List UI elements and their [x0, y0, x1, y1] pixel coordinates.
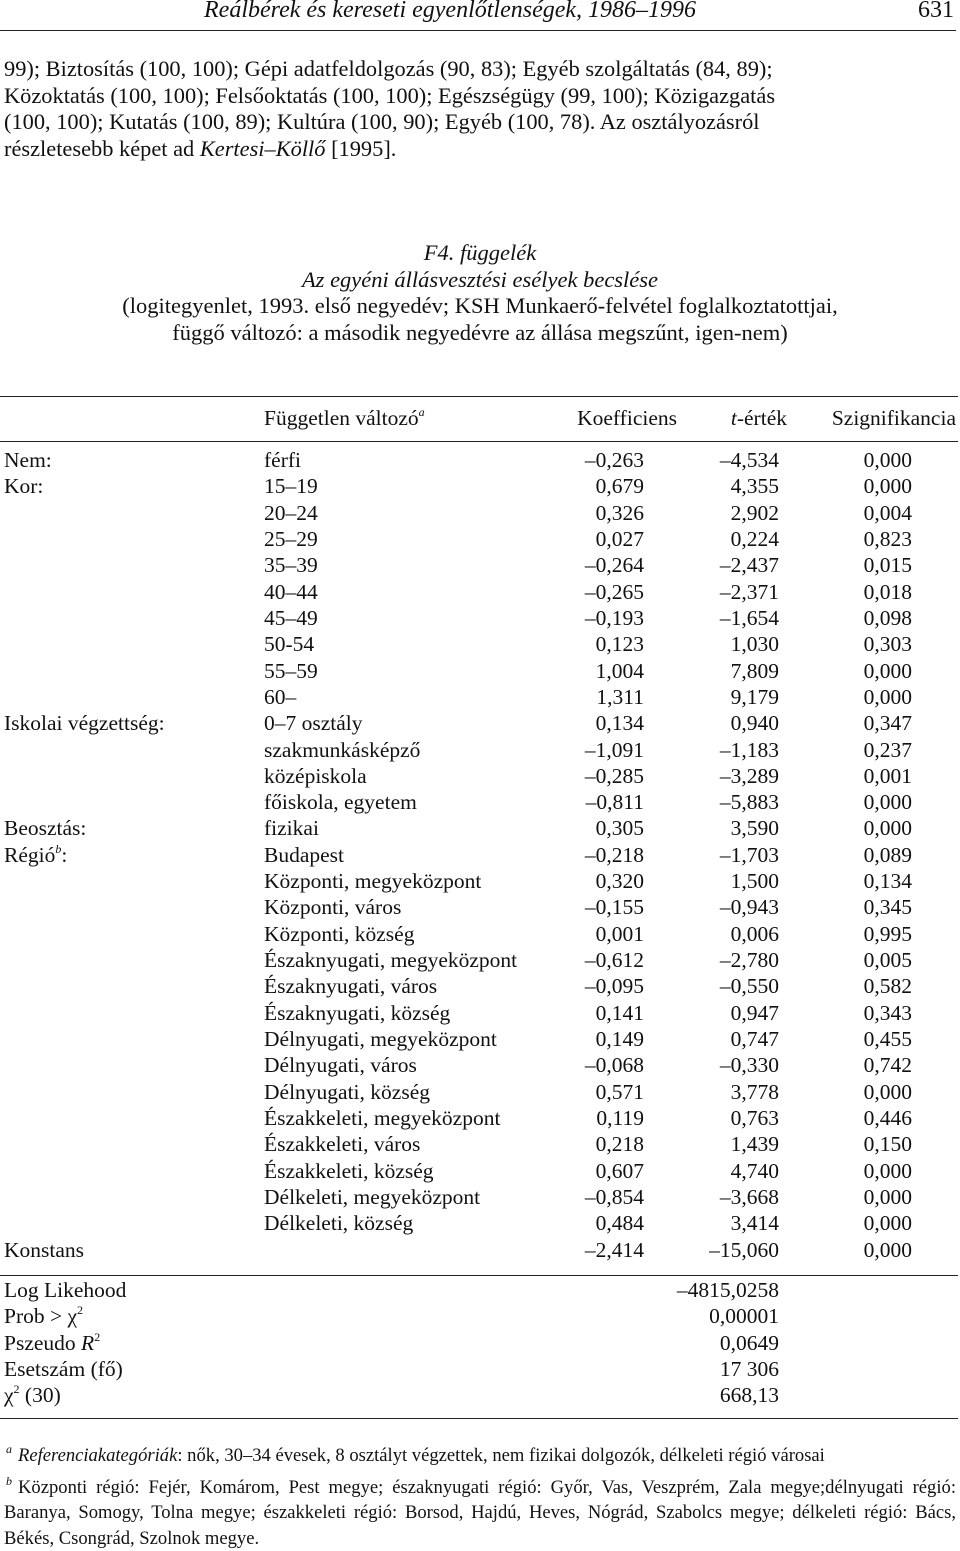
row-variable: Délkeleti, község [264, 1211, 413, 1236]
row-coefficient: 0,149 [596, 1027, 644, 1052]
row-coefficient: 0,607 [596, 1159, 644, 1184]
row-coefficient: 0,141 [596, 1001, 644, 1026]
row-variable: Központi, megyeközpont [264, 869, 481, 894]
table-caption [0, 240, 960, 346]
row-variable: szakmunkásképző [264, 738, 420, 763]
row-significance: 0,995 [864, 922, 912, 947]
row-t-value: 0,747 [731, 1027, 779, 1052]
table-row [0, 1185, 960, 1211]
row-coefficient: 0,027 [596, 527, 644, 552]
intro-line: 99); Biztosítás (100, 100); Gépi adatfeldolgozás (90, 83); Egyéb szolgáltatás (84, 89); [4, 56, 956, 83]
table-row [0, 501, 960, 527]
row-coefficient: 0,119 [596, 1106, 644, 1131]
row-significance: 0,582 [864, 974, 912, 999]
table-row [0, 1027, 960, 1053]
row-coefficient: 0,218 [596, 1132, 644, 1157]
column-header-significance: Szignifikancia [832, 406, 956, 431]
stat-value: 0,0649 [720, 1331, 779, 1356]
row-variable: Északkeleti, község [264, 1159, 434, 1184]
row-variable: Budapest [264, 843, 344, 868]
row-coefficient: –1,091 [585, 738, 644, 763]
row-coefficient: –0,854 [585, 1185, 644, 1210]
stat-row [0, 1357, 960, 1383]
table-title: Az egyéni állásvesztési esélyek becslése [0, 267, 960, 294]
row-variable: 60– [264, 685, 296, 710]
row-variable: 25–29 [264, 527, 318, 552]
row-significance: 0,446 [864, 1106, 912, 1131]
row-t-value: 2,902 [731, 501, 779, 526]
stat-value: 17 306 [720, 1357, 779, 1382]
row-variable: 0–7 osztály [264, 711, 363, 736]
row-coefficient: –0,264 [585, 553, 644, 578]
row-coefficient: –0,263 [585, 448, 644, 473]
row-variable: Központi, város [264, 895, 401, 920]
table-row [0, 1053, 960, 1079]
row-coefficient: –0,155 [585, 895, 644, 920]
table-row [0, 895, 960, 921]
row-t-value: –2,437 [720, 553, 779, 578]
row-t-value: 3,414 [731, 1211, 779, 1236]
row-significance: 0,001 [864, 764, 912, 789]
footnotes [4, 1437, 956, 1551]
stat-value: 668,13 [720, 1383, 779, 1408]
row-significance: 0,823 [864, 527, 912, 552]
row-t-value: –5,883 [720, 790, 779, 815]
row-t-value: –0,550 [720, 974, 779, 999]
row-significance: 0,000 [864, 1185, 912, 1210]
column-header-t-value: t-érték [731, 406, 787, 431]
row-coefficient: 0,326 [596, 501, 644, 526]
row-variable: Délnyugati, város [264, 1053, 417, 1078]
row-significance: 0,343 [864, 1001, 912, 1026]
row-significance: 0,005 [864, 948, 912, 973]
row-t-value: 0,224 [731, 527, 779, 552]
row-variable: férfi [264, 448, 301, 473]
table-row [0, 843, 960, 869]
row-coefficient: –2,414 [585, 1238, 644, 1263]
row-coefficient: –0,193 [585, 606, 644, 631]
footnote-b: $^b$ Központi régió: Fejér, Komárom, Pest megye; északnyugati régió: Győr, Vas, Veszprém, Zala megye;délnyugati régió: Baranya, Somogy, Tolna megye; északkeleti régió: Borsod, Hajdú, Heves, Nógrád, Szabolcs megye; délkeleti régió: Bács, Békés, Csongrád, Szolnok megye. [4, 1469, 956, 1551]
row-coefficient: 1,311 [596, 685, 644, 710]
stats-rule [0, 1275, 958, 1276]
row-t-value: 0,763 [731, 1106, 779, 1131]
table-row [0, 869, 960, 895]
row-t-value: –4,534 [720, 448, 779, 473]
stat-label: Esetszám (fő) [4, 1357, 123, 1382]
caption-line: függő változó: a második negyedévre az állása megszűnt, igen-nem) [0, 320, 960, 347]
row-significance: 0,455 [864, 1027, 912, 1052]
table-row [0, 790, 960, 816]
table-row [0, 1001, 960, 1027]
row-variable: Északnyugati, város [264, 974, 437, 999]
row-group-label: Iskolai végzettség: [4, 711, 165, 736]
table-row [0, 474, 960, 500]
author-citation: Kertesi–Köllő [200, 136, 326, 161]
stat-row [0, 1278, 960, 1304]
row-variable: Északkeleti, megyeközpont [264, 1106, 500, 1131]
running-title: Reálbérek és kereseti egyenlőtlenségek, 1986–1996 [204, 0, 696, 24]
row-coefficient: –0,095 [585, 974, 644, 999]
appendix-label: F4. függelék [0, 240, 960, 267]
table-row [0, 685, 960, 711]
row-variable: 50-54 [264, 632, 314, 657]
row-t-value: –3,668 [720, 1185, 779, 1210]
row-t-value: 3,590 [731, 816, 779, 841]
row-t-value: 1,030 [731, 632, 779, 657]
intro-line [4, 136, 956, 163]
row-t-value: 9,179 [731, 685, 779, 710]
row-coefficient: 0,123 [596, 632, 644, 657]
row-t-value: –15,060 [709, 1238, 779, 1263]
intro-text: [1995]. [325, 136, 396, 161]
row-t-value: 3,778 [731, 1080, 779, 1105]
row-coefficient: 0,571 [596, 1080, 644, 1105]
table-row [0, 1106, 960, 1132]
row-significance: 0,089 [864, 843, 912, 868]
table-row [0, 580, 960, 606]
row-t-value: –2,371 [720, 580, 779, 605]
stat-label: Prob > $\chi^2$ [4, 1304, 83, 1329]
row-significance: 0,018 [864, 580, 912, 605]
row-significance: 0,000 [864, 474, 912, 499]
row-significance: 0,303 [864, 632, 912, 657]
table-row [0, 764, 960, 790]
table-row [0, 738, 960, 764]
row-significance: 0,015 [864, 553, 912, 578]
row-t-value: 0,006 [731, 922, 779, 947]
table-row [0, 659, 960, 685]
column-header-coefficient: Koefficiens [577, 406, 677, 431]
row-significance: 0,004 [864, 501, 912, 526]
stat-label: $\chi^2$ (30) [4, 1383, 61, 1408]
stat-row [0, 1331, 960, 1357]
row-t-value: –2,780 [720, 948, 779, 973]
row-coefficient: 0,001 [596, 922, 644, 947]
row-coefficient: 0,305 [596, 816, 644, 841]
table-row [0, 1159, 960, 1185]
row-t-value: –0,943 [720, 895, 779, 920]
table-row [0, 527, 960, 553]
row-significance: 0,150 [864, 1132, 912, 1157]
row-coefficient: –0,811 [586, 790, 644, 815]
caption-line: (logitegyenlet, 1993. első negyedév; KSH Munkaerő-felvétel foglalkoztatottjai, [0, 293, 960, 320]
table-row [0, 711, 960, 737]
row-variable: Északkeleti, város [264, 1132, 420, 1157]
intro-text: részletesebb képet ad [4, 136, 200, 161]
row-significance: 0,000 [864, 659, 912, 684]
table-top-rule [0, 396, 958, 397]
row-significance: 0,000 [864, 790, 912, 815]
row-significance: 0,000 [864, 1238, 912, 1263]
row-variable: Délnyugati, megyeközpont [264, 1027, 497, 1052]
table-row [0, 816, 960, 842]
row-coefficient: 0,320 [596, 869, 644, 894]
stat-value: –4815,0258 [677, 1278, 779, 1303]
row-coefficient: 0,484 [596, 1211, 644, 1236]
row-variable: 35–39 [264, 553, 318, 578]
row-variable: Központi, község [264, 922, 414, 947]
row-significance: 0,345 [864, 895, 912, 920]
row-significance: 0,000 [864, 685, 912, 710]
table-row [0, 1080, 960, 1106]
row-group-label: Beosztás: [4, 816, 86, 841]
row-t-value: 7,809 [731, 659, 779, 684]
table-bottom-rule [0, 1418, 958, 1419]
row-group-label: Nem: [4, 448, 52, 473]
row-significance: 0,237 [864, 738, 912, 763]
row-t-value: –1,703 [720, 843, 779, 868]
row-significance: 0,000 [864, 1211, 912, 1236]
table-row [0, 1132, 960, 1158]
table-row [0, 1238, 960, 1264]
table-row [0, 948, 960, 974]
row-significance: 0,000 [864, 1080, 912, 1105]
row-t-value: 1,500 [731, 869, 779, 894]
row-t-value: 1,439 [731, 1132, 779, 1157]
table-row [0, 448, 960, 474]
row-significance: 0,000 [864, 1159, 912, 1184]
row-variable: Északnyugati, község [264, 1001, 450, 1026]
intro-line: Közoktatás (100, 100); Felsőoktatás (100, 100); Egészségügy (99, 100); Közigazgatás [4, 83, 956, 110]
row-variable: 55–59 [264, 659, 318, 684]
row-significance: 0,347 [864, 711, 912, 736]
stat-value: 0,00001 [709, 1304, 779, 1329]
header-rule [0, 441, 958, 442]
table-row [0, 974, 960, 1000]
row-t-value: 4,355 [731, 474, 779, 499]
row-group-label: Konstans [4, 1238, 84, 1263]
row-variable: fizikai [264, 816, 319, 841]
row-significance: 0,098 [864, 606, 912, 631]
row-variable: 15–19 [264, 474, 318, 499]
row-significance: 0,134 [864, 869, 912, 894]
intro-paragraph [4, 56, 956, 162]
row-t-value: 0,940 [731, 711, 779, 736]
row-variable: 45–49 [264, 606, 318, 631]
footnote-a: $^a$ Referenciakategóriák: nők, 30–34 évesek, 8 osztályt végzettek, nem fizikai dolgozók, délkeleti régió városai [4, 1437, 956, 1469]
stat-row [0, 1304, 960, 1330]
row-t-value: –3,289 [720, 764, 779, 789]
stat-row [0, 1383, 960, 1409]
row-coefficient: –0,265 [585, 580, 644, 605]
row-group-label: Régió$^b$: [4, 843, 67, 868]
row-t-value: –0,330 [720, 1053, 779, 1078]
row-significance: 0,742 [864, 1053, 912, 1078]
stat-label: Log Likehood [4, 1278, 126, 1303]
row-coefficient: –0,285 [585, 764, 644, 789]
row-variable: Északnyugati, megyeközpont [264, 948, 517, 973]
row-coefficient: –0,612 [585, 948, 644, 973]
row-coefficient: –0,218 [585, 843, 644, 868]
row-significance: 0,000 [864, 448, 912, 473]
table-row [0, 632, 960, 658]
row-variable: 40–44 [264, 580, 318, 605]
row-variable: főiskola, egyetem [264, 790, 417, 815]
row-variable: Délkeleti, megyeközpont [264, 1185, 480, 1210]
row-variable: Délnyugati, község [264, 1080, 430, 1105]
table-row [0, 1211, 960, 1237]
row-variable: középiskola [264, 764, 367, 789]
row-coefficient: 0,679 [596, 474, 644, 499]
row-coefficient: 1,004 [596, 659, 644, 684]
row-group-label: Kor: [4, 474, 43, 499]
table-row [0, 553, 960, 579]
table-row [0, 606, 960, 632]
page-number: 631 [918, 0, 954, 24]
running-header [0, 0, 956, 31]
table-row [0, 922, 960, 948]
row-coefficient: 0,134 [596, 711, 644, 736]
intro-line: (100, 100); Kutatás (100, 89); Kultúra (100, 90); Egyéb (100, 78). Az osztályozásról [4, 109, 956, 136]
row-significance: 0,000 [864, 816, 912, 841]
row-coefficient: –0,068 [585, 1053, 644, 1078]
row-variable: 20–24 [264, 501, 318, 526]
row-t-value: 4,740 [731, 1159, 779, 1184]
row-t-value: –1,654 [720, 606, 779, 631]
row-t-value: –1,183 [720, 738, 779, 763]
stat-label: Pszeudo $R^2$ [4, 1331, 100, 1356]
row-t-value: 0,947 [731, 1001, 779, 1026]
column-header-variable: Független változó$^a$ [264, 406, 425, 431]
